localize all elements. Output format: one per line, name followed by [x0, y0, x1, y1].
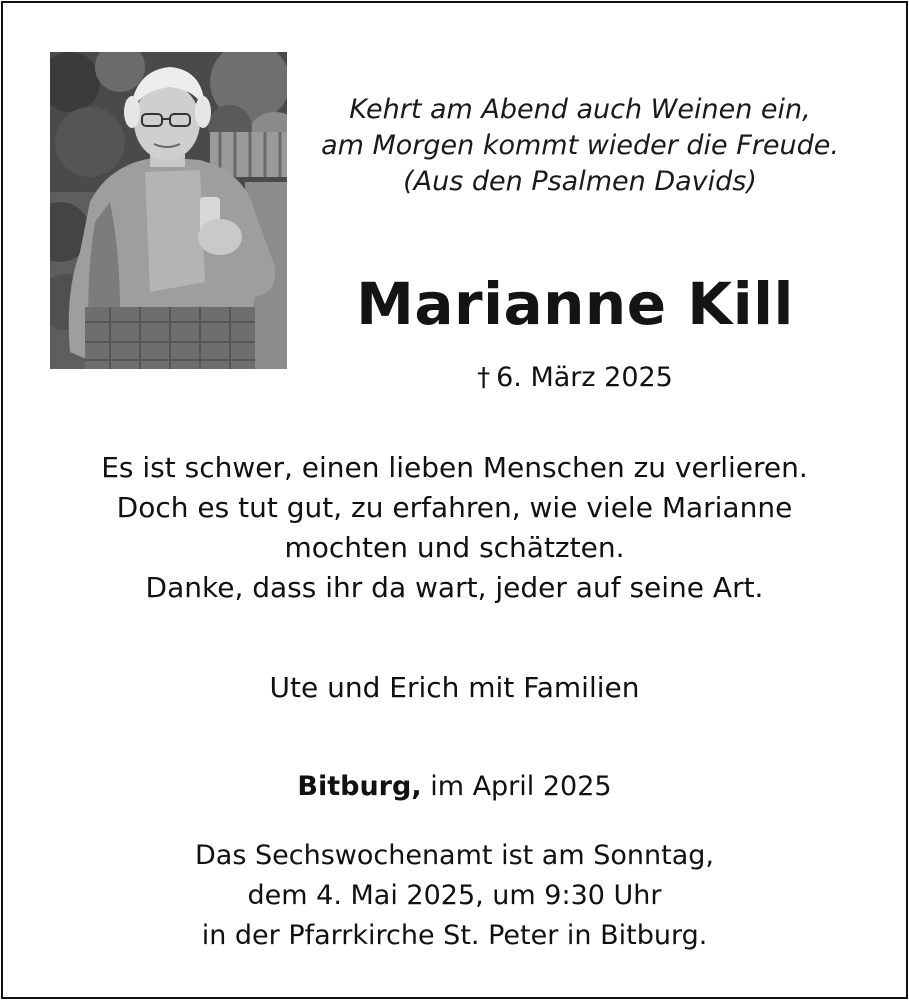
thank-you-message	[40, 448, 869, 608]
death-date-line	[300, 360, 850, 396]
family-signature: Ute und Erich mit Familien	[269, 671, 640, 704]
deceased-name: Marianne Kill	[356, 270, 794, 338]
psalm-quote	[300, 92, 860, 200]
cross-icon: †	[477, 363, 491, 393]
portrait-photo	[50, 52, 287, 369]
service-line-3: in der Pfarrkirche St. Peter in Bitburg.	[201, 920, 708, 951]
death-date: 6. März 2025	[496, 362, 673, 393]
service-line-2: dem 4. Mai 2025, um 9:30 Uhr	[247, 880, 662, 911]
message-line-2: Doch es tut gut, zu erfahren, wie viele Marianne	[116, 491, 793, 524]
message-line-1: Es ist schwer, einen lieben Menschen zu verlieren.	[101, 451, 808, 484]
quote-line-1: Kehrt am Abend auch Weinen ein,	[349, 94, 811, 125]
message-line-4: Danke, dass ihr da wart, jeder auf seine Art.	[145, 571, 764, 604]
place-and-date	[40, 767, 869, 807]
notice-date: im April 2025	[430, 771, 612, 802]
city-name: Bitburg,	[297, 771, 422, 802]
message-line-3: mochten und schätzten.	[284, 531, 625, 564]
memorial-service-info	[40, 836, 869, 956]
service-line-1: Das Sechswochenamt ist am Sonntag,	[195, 840, 714, 871]
quote-line-2: am Morgen kommt wieder die Freude.	[321, 130, 839, 161]
quote-source: (Aus den Psalmen Davids)	[403, 166, 757, 197]
